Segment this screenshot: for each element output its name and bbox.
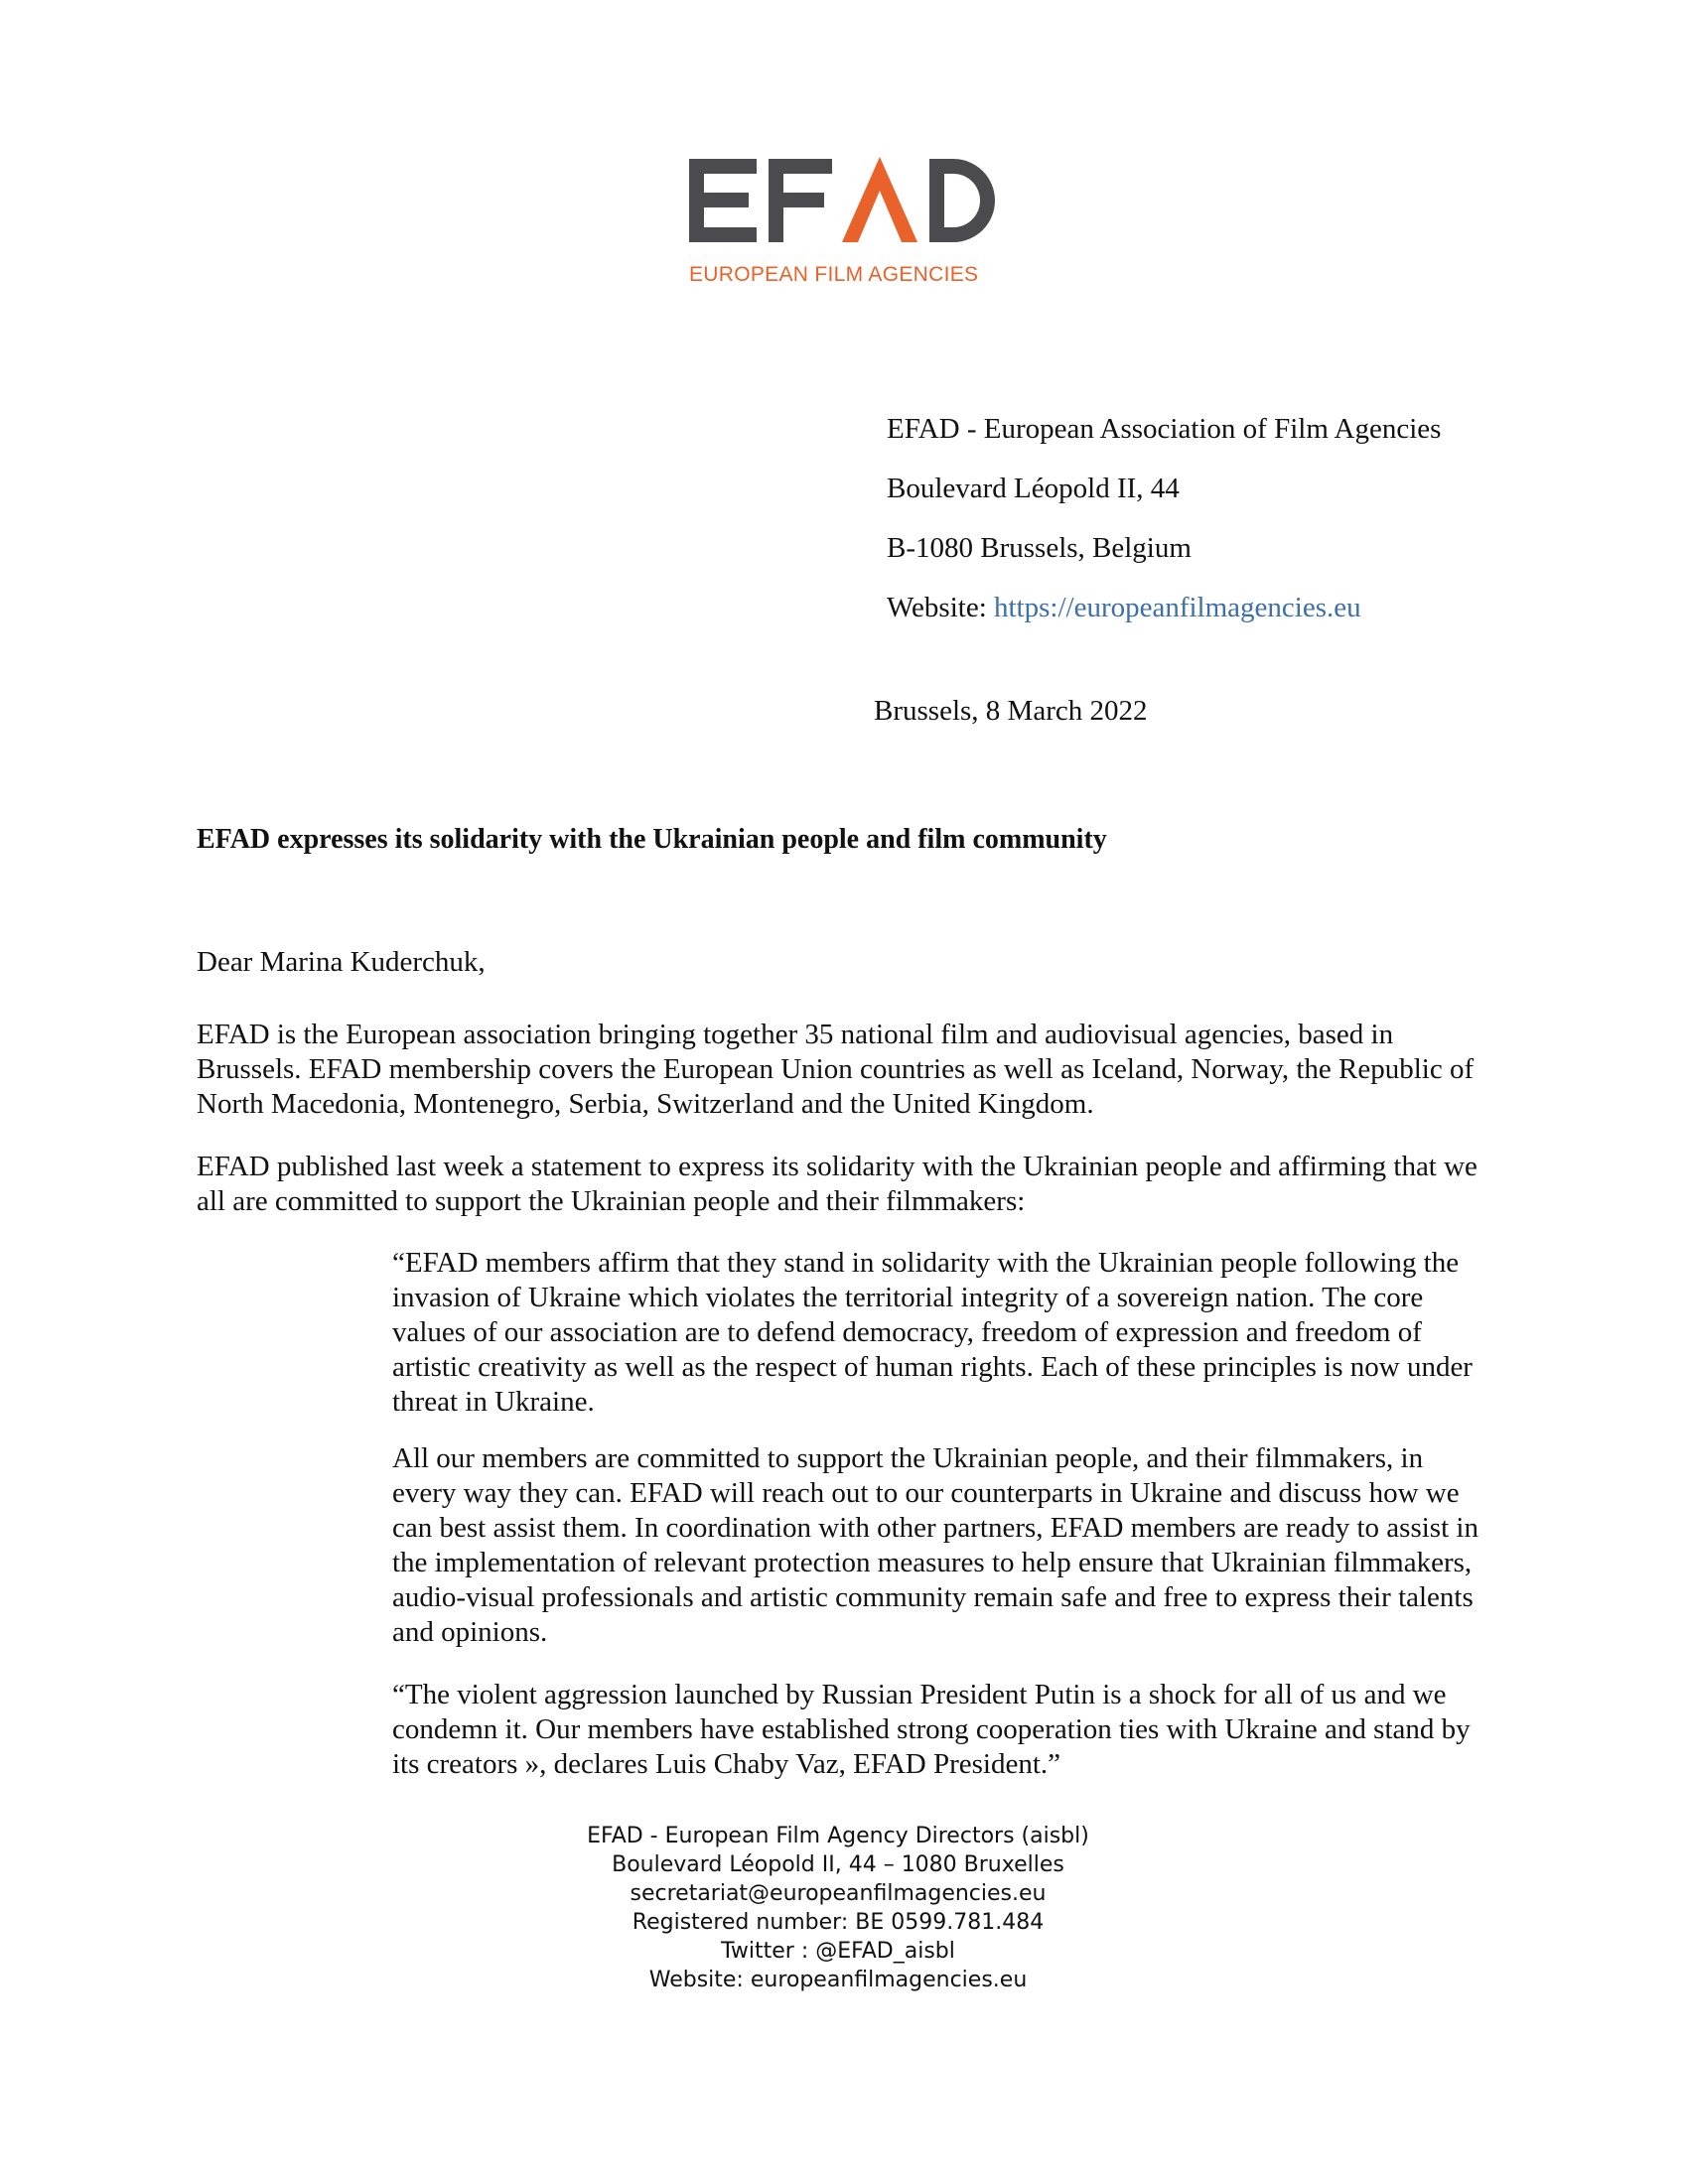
quote-paragraph-3: “The violent aggression launched by Russian President Putin is a shock for all of us and we condemn it. Our members have established strong cooperation ties with Ukraine and stand by its creators », declares Luis Chaby Vaz, EFAD President.”	[392, 1679, 1471, 1780]
body-paragraph-1: EFAD is the European association bringing together 35 national film and audiovisual agencies, based in Brussels. EFAD membership covers the European Union countries as well as Iceland, Norway, the Republic of North Macedonia, Montenegro, Serbia, Switzerland and the United Kingdom.	[197, 1019, 1475, 1120]
sender-name: EFAD - European Association of Film Agencies	[887, 413, 1442, 445]
footer-registration: Registered number: BE 0599.781.484	[632, 1910, 1045, 1935]
letter-footer	[0, 1822, 1688, 1994]
sender-city: B-1080 Brussels, Belgium	[887, 532, 1192, 564]
sender-website-line	[887, 578, 1441, 637]
footer-org: EFAD - European Film Agency Directors (aisbl)	[587, 1824, 1089, 1848]
footer-email: secretariat@europeanfilmagencies.eu	[630, 1881, 1047, 1906]
website-link[interactable]: https://europeanfilmagencies.eu	[994, 592, 1361, 623]
sender-address	[887, 399, 1441, 637]
footer-address: Boulevard Léopold II, 44 – 1080 Bruxelles	[612, 1852, 1064, 1877]
website-label: Website:	[887, 592, 994, 623]
body-paragraph-2: EFAD published last week a statement to express its solidarity with the Ukrainian people and affirming that we all are committed to support the Ukrainian people and their filmmakers:	[197, 1151, 1477, 1217]
sender-street: Boulevard Léopold II, 44	[887, 473, 1180, 504]
letter-date: Brussels, 8 March 2022	[874, 695, 1148, 727]
logo-subtitle: EUROPEAN FILM AGENCIES	[689, 263, 979, 286]
quote-paragraph-1: “EFAD members affirm that they stand in solidarity with the Ukrainian people following the invasion of Ukraine which violates the territorial integrity of a sovereign nation. The core values of our association are to defend democracy, freedom of expression and freedom of artistic creativity as well as the respect of human rights. Each of these principles is now under threat in Ukraine.	[392, 1247, 1473, 1418]
quote-paragraph-2: All our members are committed to support the Ukrainian people, and their filmmakers, in every way they can. EFAD will reach out to our counterparts in Ukraine and discuss how we can best assist them. In coordination with other partners, EFAD members are ready to assist in the implementation of relevant protection measures to help ensure that Ukrainian filmmakers, audio-visual professionals and artistic community remain safe and free to express their talents and opinions.	[392, 1442, 1478, 1648]
letter-title: EFAD expresses its solidarity with the Ukrainian people and film community	[197, 824, 1107, 855]
footer-website: Website: europeanfilmagencies.eu	[648, 1968, 1028, 1992]
footer-twitter: Twitter : @EFAD_aisbl	[721, 1939, 955, 1964]
efad-logo	[687, 149, 1005, 298]
salutation: Dear Marina Kuderchuk,	[197, 946, 486, 978]
